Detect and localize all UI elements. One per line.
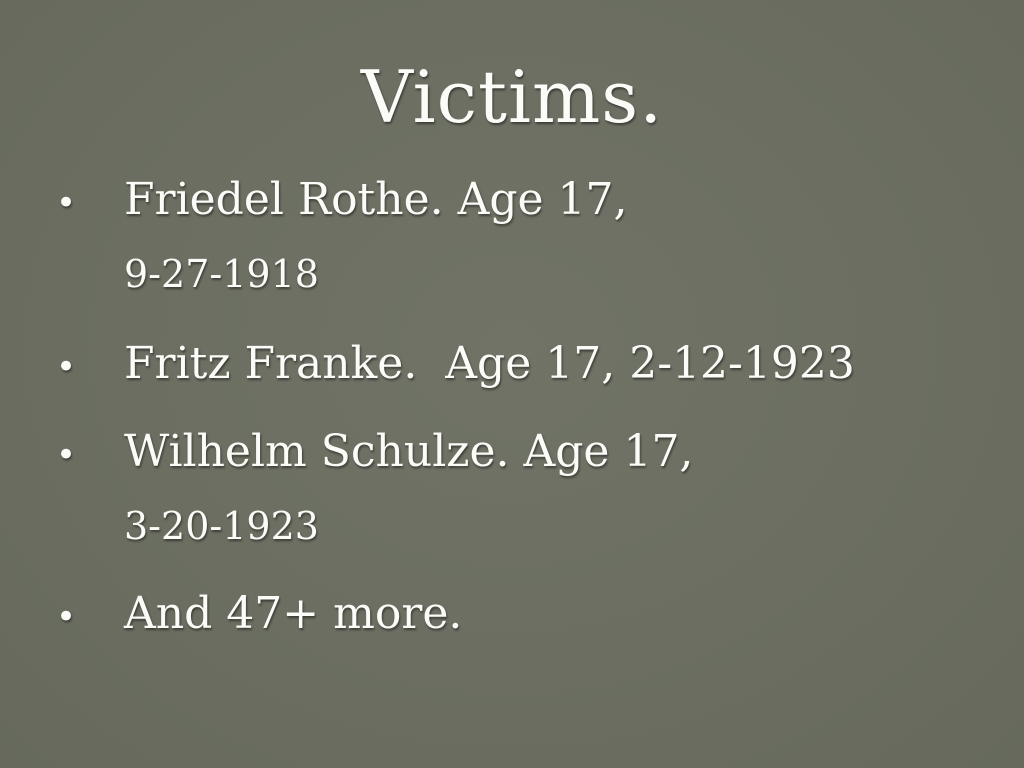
- bullet-icon: •: [56, 183, 77, 223]
- bullet-icon: •: [56, 435, 77, 475]
- list-item-line: 9-27-1918: [124, 252, 319, 296]
- list-item-line: And 47+ more.: [124, 588, 463, 639]
- slide-title: Victims.: [360, 55, 664, 139]
- list-item-line: Friedel Rothe. Age 17,: [124, 174, 628, 225]
- list-item-line: Fritz Franke. Age 17, 2-12-1923: [124, 338, 855, 389]
- bullet-icon: •: [56, 597, 77, 637]
- list-item-line: Wilhelm Schulze. Age 17,: [124, 426, 694, 477]
- list-item-line: 3-20-1923: [124, 504, 319, 548]
- bullet-icon: •: [56, 347, 77, 387]
